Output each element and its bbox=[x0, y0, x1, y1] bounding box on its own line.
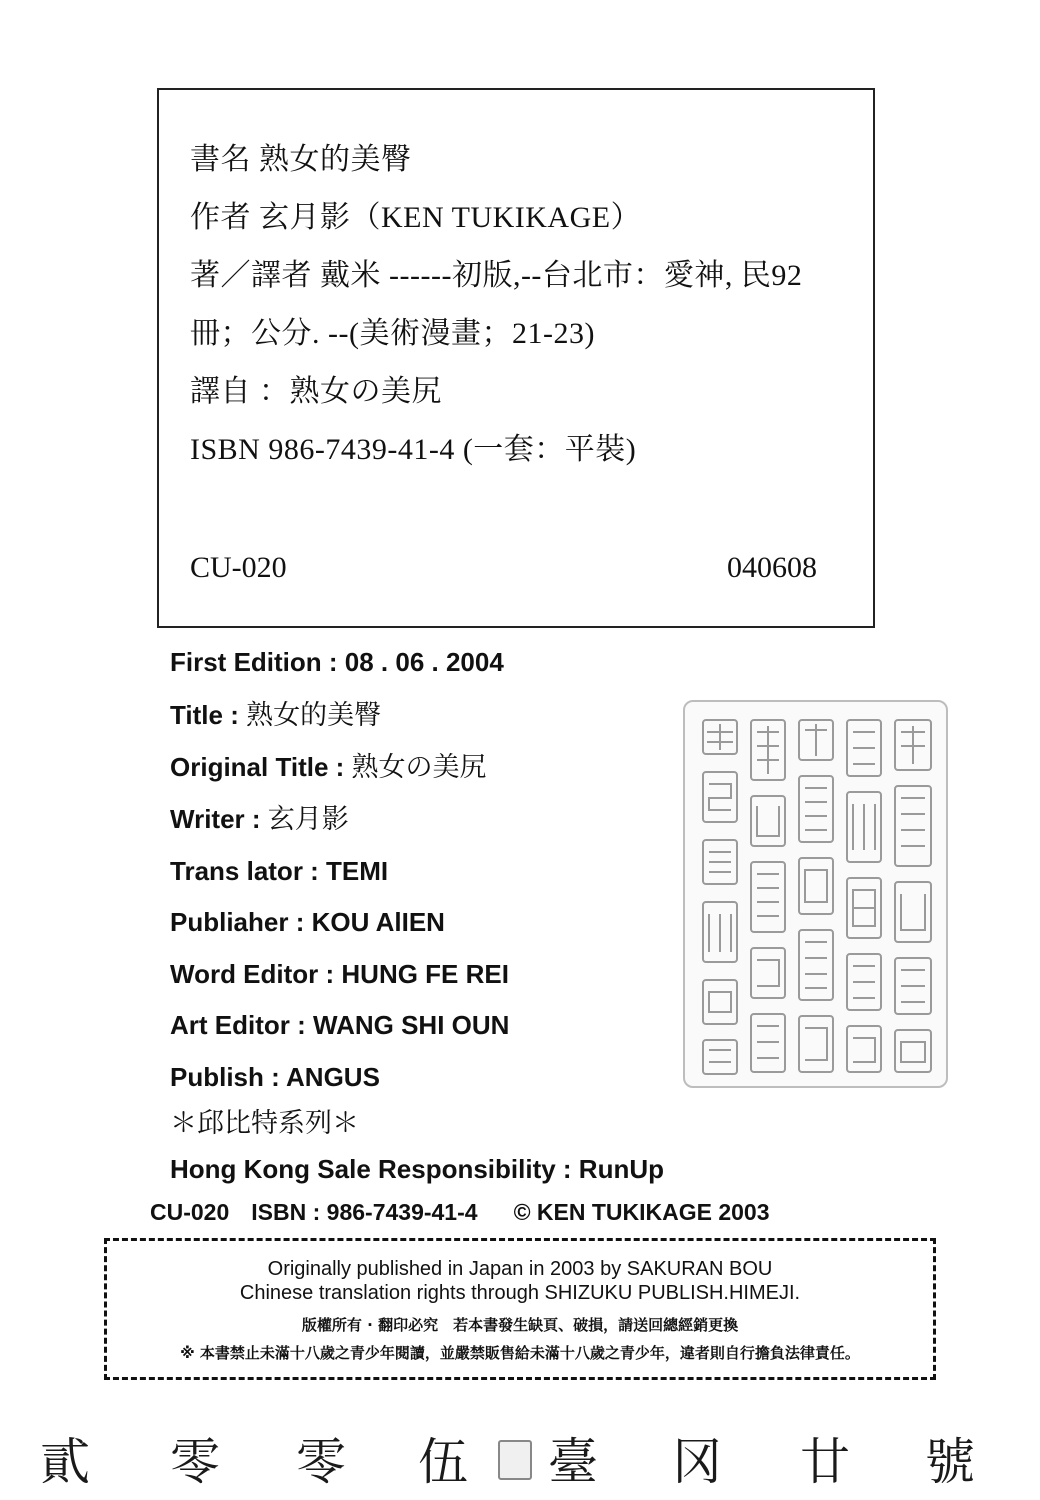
footer-glyph: 廿 bbox=[800, 1433, 850, 1491]
cip-translator: 著／譯者 戴米 ------初版,--台北市：愛神, 民92 bbox=[190, 259, 803, 292]
cip-original: 譯自 ：熟女の美尻 bbox=[190, 375, 442, 408]
seal-column-4 bbox=[847, 720, 881, 1072]
footer-glyph: 伍 bbox=[418, 1433, 468, 1491]
isbn-code: CU-020 bbox=[150, 1199, 230, 1225]
notice-translation-rights: Chinese translation rights through SHIZUKU PUBLISH.HIMEJI. bbox=[239, 1282, 801, 1304]
cip-isbn: ISBN 986-7439-41-4 (一套：平裝) bbox=[190, 433, 637, 466]
writer-value: 玄月影 bbox=[267, 804, 349, 834]
writer-row bbox=[170, 803, 349, 835]
cip-volumes: 冊；公分. --(美術漫畫；21-23) bbox=[190, 317, 595, 350]
rights-notice-box bbox=[104, 1238, 936, 1380]
footer-glyph: 貳 bbox=[40, 1433, 90, 1491]
publisher-row: Publiaher : KOU AlIEN bbox=[170, 907, 445, 937]
cip-book-title: 書名 熟女的美臀 bbox=[190, 143, 412, 176]
notice-age-restriction: ※ 本書禁止未滿十八歲之青少年閱讀，並嚴禁販售給未滿十八歲之青少年，違者則自行擔負法律責任。 bbox=[180, 1344, 860, 1362]
cip-number: 040608 bbox=[727, 551, 817, 584]
seal-column-5 bbox=[895, 720, 931, 1072]
original-title-row bbox=[170, 751, 487, 783]
series-name: ＊邱比特系列＊ bbox=[170, 1108, 359, 1139]
seal-column-3 bbox=[799, 720, 833, 1072]
title-value: 熟女的美臀 bbox=[246, 700, 382, 730]
cip-code: CU-020 bbox=[190, 551, 287, 584]
notice-original-publication: Originally published in Japan in 2003 by SAKURAN BOU bbox=[267, 1258, 773, 1280]
translator-row: Trans lator : TEMI bbox=[170, 856, 389, 886]
isbn-copyright-row bbox=[150, 1197, 860, 1227]
footer-glyph: 冈 bbox=[672, 1433, 722, 1491]
footer-seal-script-row bbox=[0, 1430, 1040, 1500]
title-label: Title : bbox=[170, 700, 247, 730]
notice-copyright-reserved: 版權所有 · 翻印必究 若本書發生缺頁、破損，請送回總經銷更換 bbox=[301, 1316, 739, 1334]
copyright-notice: © KEN TUKIKAGE 2003 bbox=[513, 1199, 770, 1225]
seal-pattern-icon bbox=[685, 702, 950, 1090]
footer-glyph: 零 bbox=[170, 1433, 220, 1491]
hk-sale-row: Hong Kong Sale Responsibility : RunUp bbox=[170, 1154, 664, 1184]
cip-record-box bbox=[157, 88, 875, 628]
seal-column-1 bbox=[703, 720, 737, 1074]
footer-glyph: 零 bbox=[296, 1433, 346, 1491]
writer-label: Writer : bbox=[170, 804, 268, 834]
word-editor-row: Word Editor : HUNG FE REI bbox=[170, 959, 509, 989]
art-editor-row: Art Editor : WANG SHI OUN bbox=[170, 1010, 510, 1040]
small-seal-icon bbox=[498, 1440, 532, 1480]
title-row bbox=[170, 699, 381, 731]
original-title-label: Original Title : bbox=[170, 752, 352, 782]
publish-row: Publish : ANGUS bbox=[170, 1062, 380, 1092]
publisher-seal-stamp bbox=[683, 700, 948, 1088]
cip-author: 作者 玄月影（KEN TUKIKAGE） bbox=[190, 201, 642, 234]
footer-glyph: 臺 bbox=[548, 1433, 598, 1491]
first-edition: First Edition : 08 . 06 . 2004 bbox=[170, 647, 504, 677]
isbn-number: ISBN : 986-7439-41-4 bbox=[251, 1199, 478, 1225]
footer-glyph: 號 bbox=[925, 1433, 975, 1491]
original-title-value: 熟女の美尻 bbox=[351, 752, 487, 782]
seal-column-2 bbox=[751, 720, 785, 1072]
